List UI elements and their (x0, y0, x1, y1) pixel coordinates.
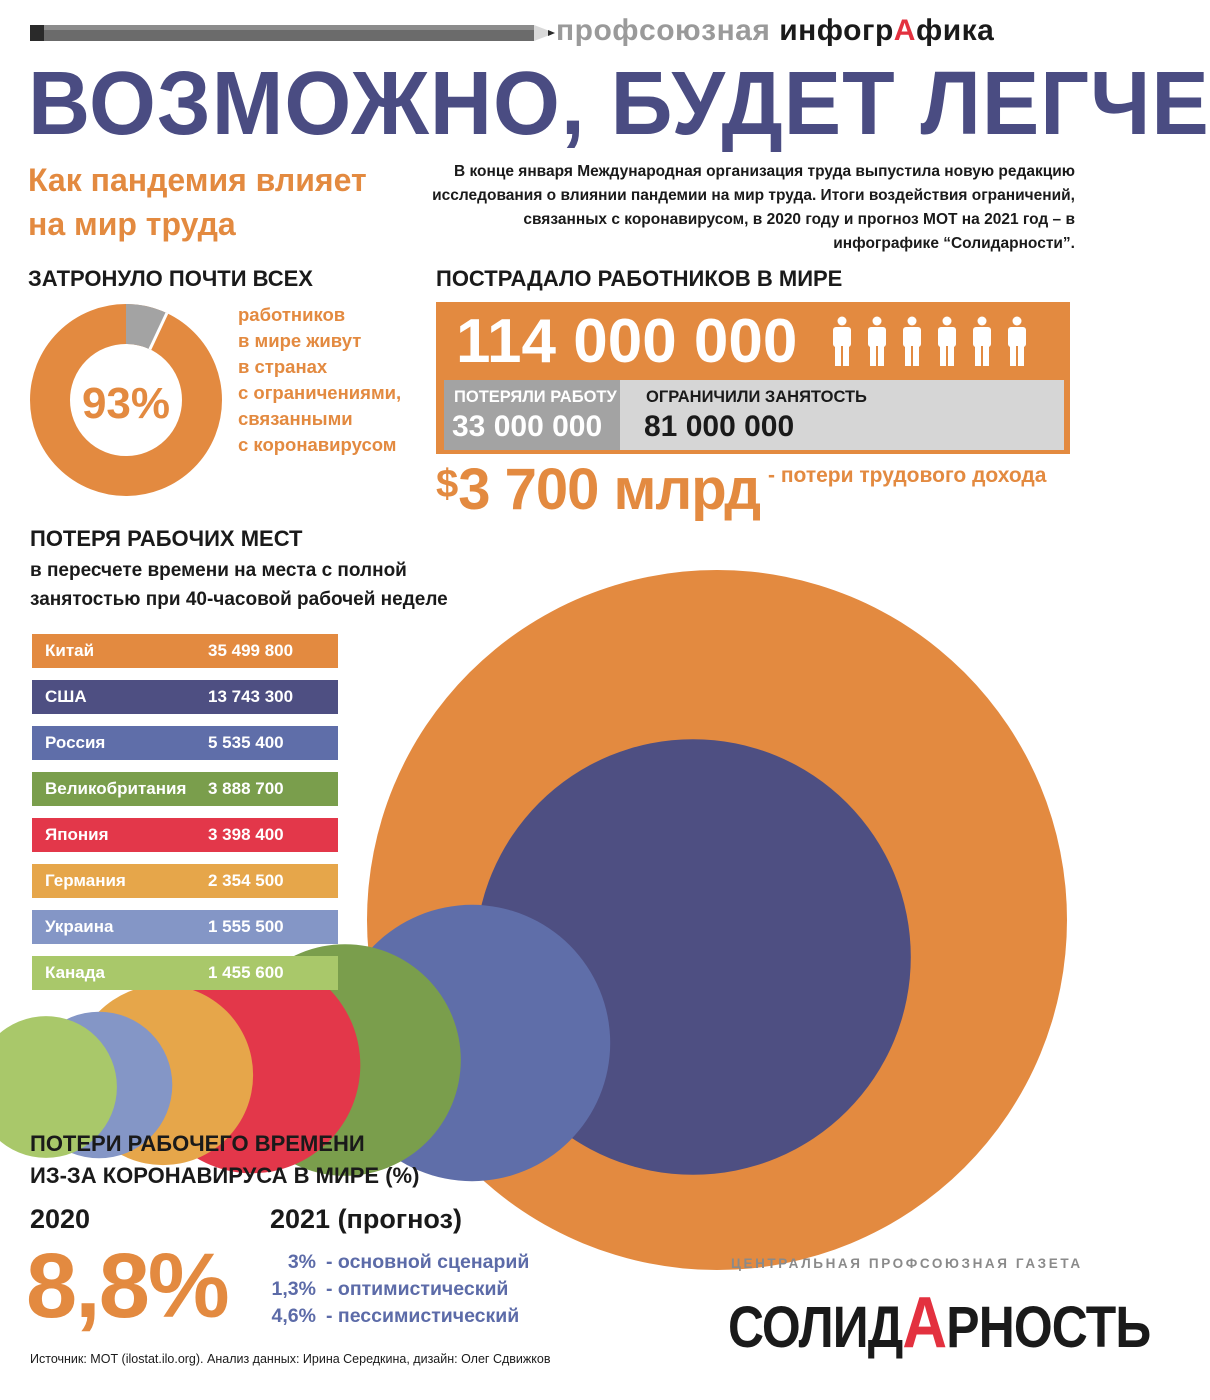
scenario-label: - пессимистический (326, 1305, 520, 1327)
jobs-subheading-line1: в пересчете времени на места с полной (30, 560, 407, 581)
header-label-part1: профсоюзная (556, 14, 771, 47)
jobs-subheading-line2: занятостью при 40-часовой рабочей неделе (30, 589, 448, 610)
jobs-heading: ПОТЕРЯ РАБОЧИХ МЕСТ (30, 526, 303, 551)
legend-row (32, 864, 338, 898)
legend-row (32, 772, 338, 806)
affected-line: связанными (238, 408, 353, 429)
header-label-part2b: А (893, 14, 916, 47)
legend-country: Россия (45, 733, 106, 752)
legend-country: Китай (45, 641, 95, 660)
legend-row (32, 634, 338, 668)
legend-country: Канада (45, 963, 106, 982)
legend-country: США (45, 687, 87, 706)
scenario-label: - основной сценарий (326, 1251, 530, 1273)
header-label-part2c: фика (915, 14, 995, 47)
legend-row (32, 680, 338, 714)
time-loss-heading (30, 1128, 419, 1192)
legend-value: 5 535 400 (208, 733, 284, 752)
legend-value: 2 354 500 (208, 871, 284, 890)
legend-row (32, 726, 338, 760)
affected-heading: ЗАТРОНУЛО ПОЧТИ ВСЕХ (28, 266, 313, 291)
legend-value: 3 398 400 (208, 825, 284, 844)
legend-value: 1 555 500 (208, 917, 284, 936)
subtitle-line1: Как пандемия влияет (28, 162, 367, 198)
affected-line: с ограничениями, (238, 382, 402, 403)
subtitle-line2: на мир труда (28, 206, 236, 242)
affected-line: работников (238, 304, 346, 325)
logo-part-c: РНОСТЬ (946, 1295, 1151, 1360)
year-2020: 2020 (30, 1204, 91, 1234)
intro-text: В конце января Международная организация труда выпустила новую редакцию исследования о влиянии пандемии на мир труда. Итоги воздействия ограничений, связанных с коронавирусом, в 2020 году и прогноз МОТ на 2021 год – в инфографике “Солидарности”. (432, 163, 1075, 252)
affected-line: в странах (238, 356, 328, 377)
legend-country: Великобритания (45, 779, 187, 798)
page-title: ВОЗМОЖНО, БУДЕТ ЛЕГЧЕ (28, 53, 1210, 154)
legend-value: 35 499 800 (208, 641, 294, 660)
workers-total: 114 000 000 (456, 307, 798, 376)
scenario-label: - оптимистический (326, 1278, 509, 1300)
legend-country: Украина (45, 917, 114, 936)
legend-row (32, 956, 338, 990)
income-currency: $ (436, 462, 459, 506)
limited-employment-value: 81 000 000 (644, 410, 795, 443)
header-label-part2a: инфогр (779, 14, 894, 47)
workers-heading: ПОСТРАДАЛО РАБОТНИКОВ В МИРЕ (436, 266, 843, 291)
scenario-value: 3% (287, 1251, 316, 1273)
value-2020: 8,8% (26, 1235, 228, 1337)
newspaper-description: ЦЕНТРАЛЬНАЯ ПРОФСОЮЗНАЯ ГАЗЕТА (731, 1256, 1083, 1271)
scenario-base (250, 1251, 650, 1274)
income-description: - потери трудового дохода (768, 464, 1047, 487)
time-loss-heading-line1: ПОТЕРИ РАБОЧЕГО ВРЕМЕНИ (30, 1131, 365, 1156)
year-2021: 2021 (прогноз) (270, 1204, 462, 1234)
legend-value: 3 888 700 (208, 779, 284, 798)
scenario-pessimistic (250, 1305, 650, 1328)
legend-value: 1 455 600 (208, 963, 284, 982)
legend-row (32, 910, 338, 944)
lost-jobs-value: 33 000 000 (452, 410, 603, 443)
logo-part-a: СОЛИД (728, 1295, 903, 1360)
scenario-optimistic (250, 1278, 650, 1301)
affected-line: в мире живут (238, 330, 362, 351)
source-note: Источник: МОТ (ilostat.ilo.org). Анализ данных: Ирина Середкина, дизайн: Олег Сдвижков (30, 1352, 551, 1366)
jobs-subheading (30, 556, 500, 614)
donut-percent-label: 93% (81, 379, 171, 428)
affected-line: с коронавирусом (238, 434, 397, 455)
scenario-value: 1,3% (271, 1278, 316, 1300)
time-loss-heading-line2: ИЗ-ЗА КОРОНАВИРУСА В МИРЕ (%) (30, 1163, 420, 1188)
lost-jobs-label: ПОТЕРЯЛИ РАБОТУ (454, 388, 617, 406)
scenario-value: 4,6% (271, 1305, 316, 1327)
logo-part-b: А (902, 1283, 947, 1363)
limited-employment-label: ОГРАНИЧИЛИ ЗАНЯТОСТЬ (646, 388, 867, 406)
legend-row (32, 818, 338, 852)
legend-country: Германия (45, 871, 126, 890)
legend-value: 13 743 300 (208, 687, 294, 706)
newspaper-logo (728, 1282, 1150, 1364)
income-amount: 3 700 млрд (458, 457, 761, 522)
legend-country: Япония (45, 825, 109, 844)
